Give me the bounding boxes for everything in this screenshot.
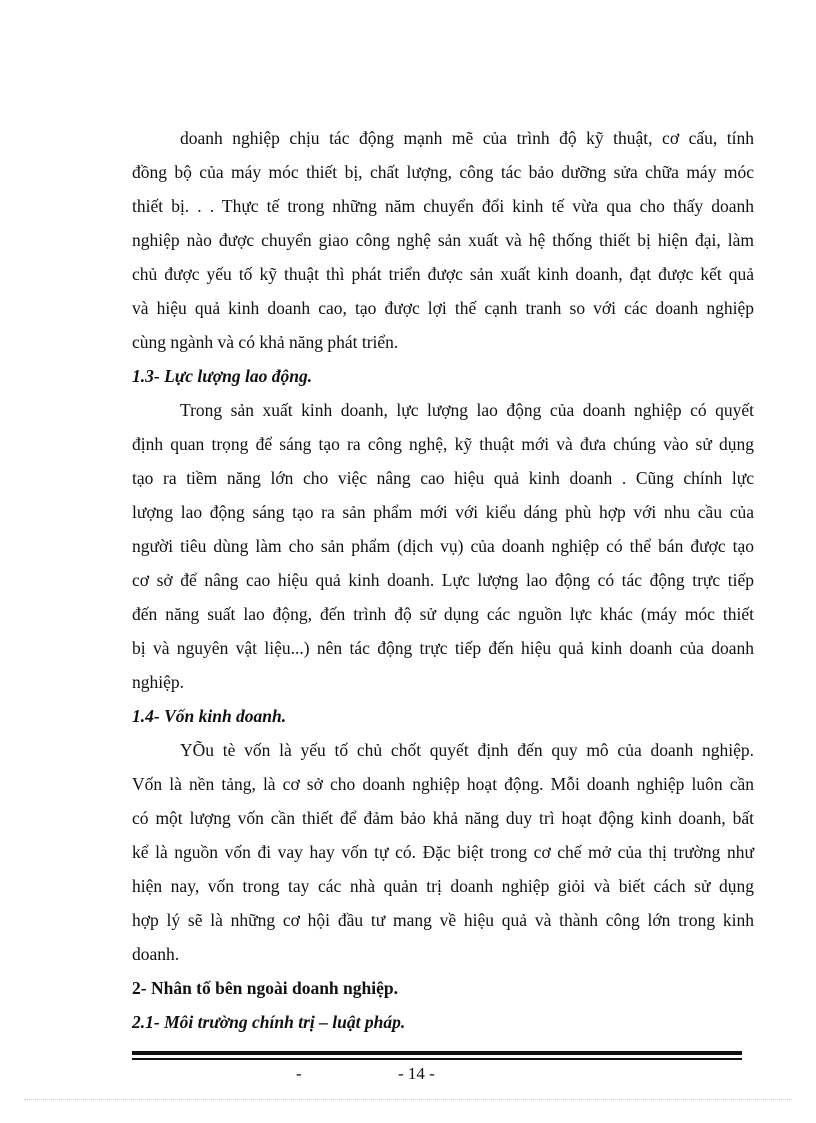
text-line: có một lượng vốn cần thiết để đảm bảo khả năng duy trì hoạt động kinh doanh, bất	[132, 808, 754, 828]
text-line: nghiệp.	[132, 672, 185, 692]
text-line: định quan trọng để sáng tạo ra công nghệ, kỹ thuật mới và đưa chúng vào sử dụng	[132, 434, 754, 454]
text-line: hợp lý sẽ là những cơ hội đầu tư mang về hiệu quả và thành công lớn trong kinh	[132, 910, 754, 930]
text-line: hiện nay, vốn trong tay các nhà quản trị doanh nghiệp giỏi và biết cách sử dụng	[132, 876, 754, 896]
text-line: Trong sản xuất kinh doanh, lực lượng lao động của doanh nghiệp có quyết	[180, 400, 754, 420]
text-line: cơ sở để nâng cao hiệu quả kinh doanh. Lực lượng lao động có tác động trực tiếp	[132, 570, 754, 590]
text-line: bị và nguyên vật liệu...) nên tác động trực tiếp đến hiệu quả kinh doanh của doanh	[132, 638, 754, 658]
text-line: người tiêu dùng làm cho sản phẩm (dịch vụ) của doanh nghiệp có thể bán được tạo	[132, 536, 754, 556]
section-heading-2: 2- Nhân tố bên ngoài doanh nghiệp.	[132, 978, 398, 998]
text-line: nghiệp nào được chuyển giao công nghệ sản xuất và hệ thống thiết bị hiện đại, làm	[132, 230, 754, 250]
page-number: - 14 -	[398, 1064, 435, 1083]
footer-rule-thin	[132, 1058, 742, 1060]
section-heading-1-4: 1.4- Vốn kinh doanh.	[132, 706, 287, 726]
page-bottom-dotted-border	[24, 1099, 792, 1100]
text-line: Vốn là nền tảng, là cơ sở cho doanh nghiệp hoạt động. Mỗi doanh nghiệp luôn cần	[132, 774, 754, 794]
text-line: cùng ngành và có khả năng phát triển.	[132, 332, 399, 352]
text-line: lượng lao động sáng tạo ra sản phẩm mới với kiểu dáng phù hợp với nhu cầu của	[132, 502, 754, 522]
text-line: doanh nghiệp chịu tác động mạnh mẽ của trình độ kỹ thuật, cơ cấu, tính	[180, 128, 754, 148]
section-heading-2-1: 2.1- Môi trường chính trị – luật pháp.	[132, 1012, 406, 1032]
text-line: và hiệu quả kinh doanh cao, tạo được lợi thế cạnh tranh so với các doanh nghiệp	[132, 298, 754, 318]
text-line: kể là nguồn vốn đi vay hay vốn tự có. Đặc biệt trong cơ chế mở của thị trường như	[132, 842, 754, 862]
text-line: doanh.	[132, 944, 180, 964]
text-line: đồng bộ của máy móc thiết bị, chất lượng, công tác bảo dưỡng sửa chữa máy móc	[132, 162, 754, 182]
text-line: YÕu tè vốn là yếu tố chủ chốt quyết định đến quy mô của doanh nghiệp.	[180, 740, 754, 760]
text-line: đến năng suất lao động, đến trình độ sử dụng các nguồn lực khác (máy móc thiết	[132, 604, 754, 624]
section-heading-1-3: 1.3- Lực lượng lao động.	[132, 366, 313, 386]
text-line: chủ được yếu tố kỹ thuật thì phát triển được sản xuất kinh doanh, đạt được kết quả	[132, 264, 754, 284]
text-line: tạo ra tiềm năng lớn cho việc nâng cao hiệu quả kinh doanh . Cũng chính lực	[132, 468, 754, 488]
footer-rule-thick	[132, 1051, 742, 1055]
text-line: thiết bị. . . Thực tế trong những năm chuyển đổi kinh tế vừa qua cho thấy doanh	[132, 196, 754, 216]
footer-dash: -	[296, 1064, 302, 1083]
